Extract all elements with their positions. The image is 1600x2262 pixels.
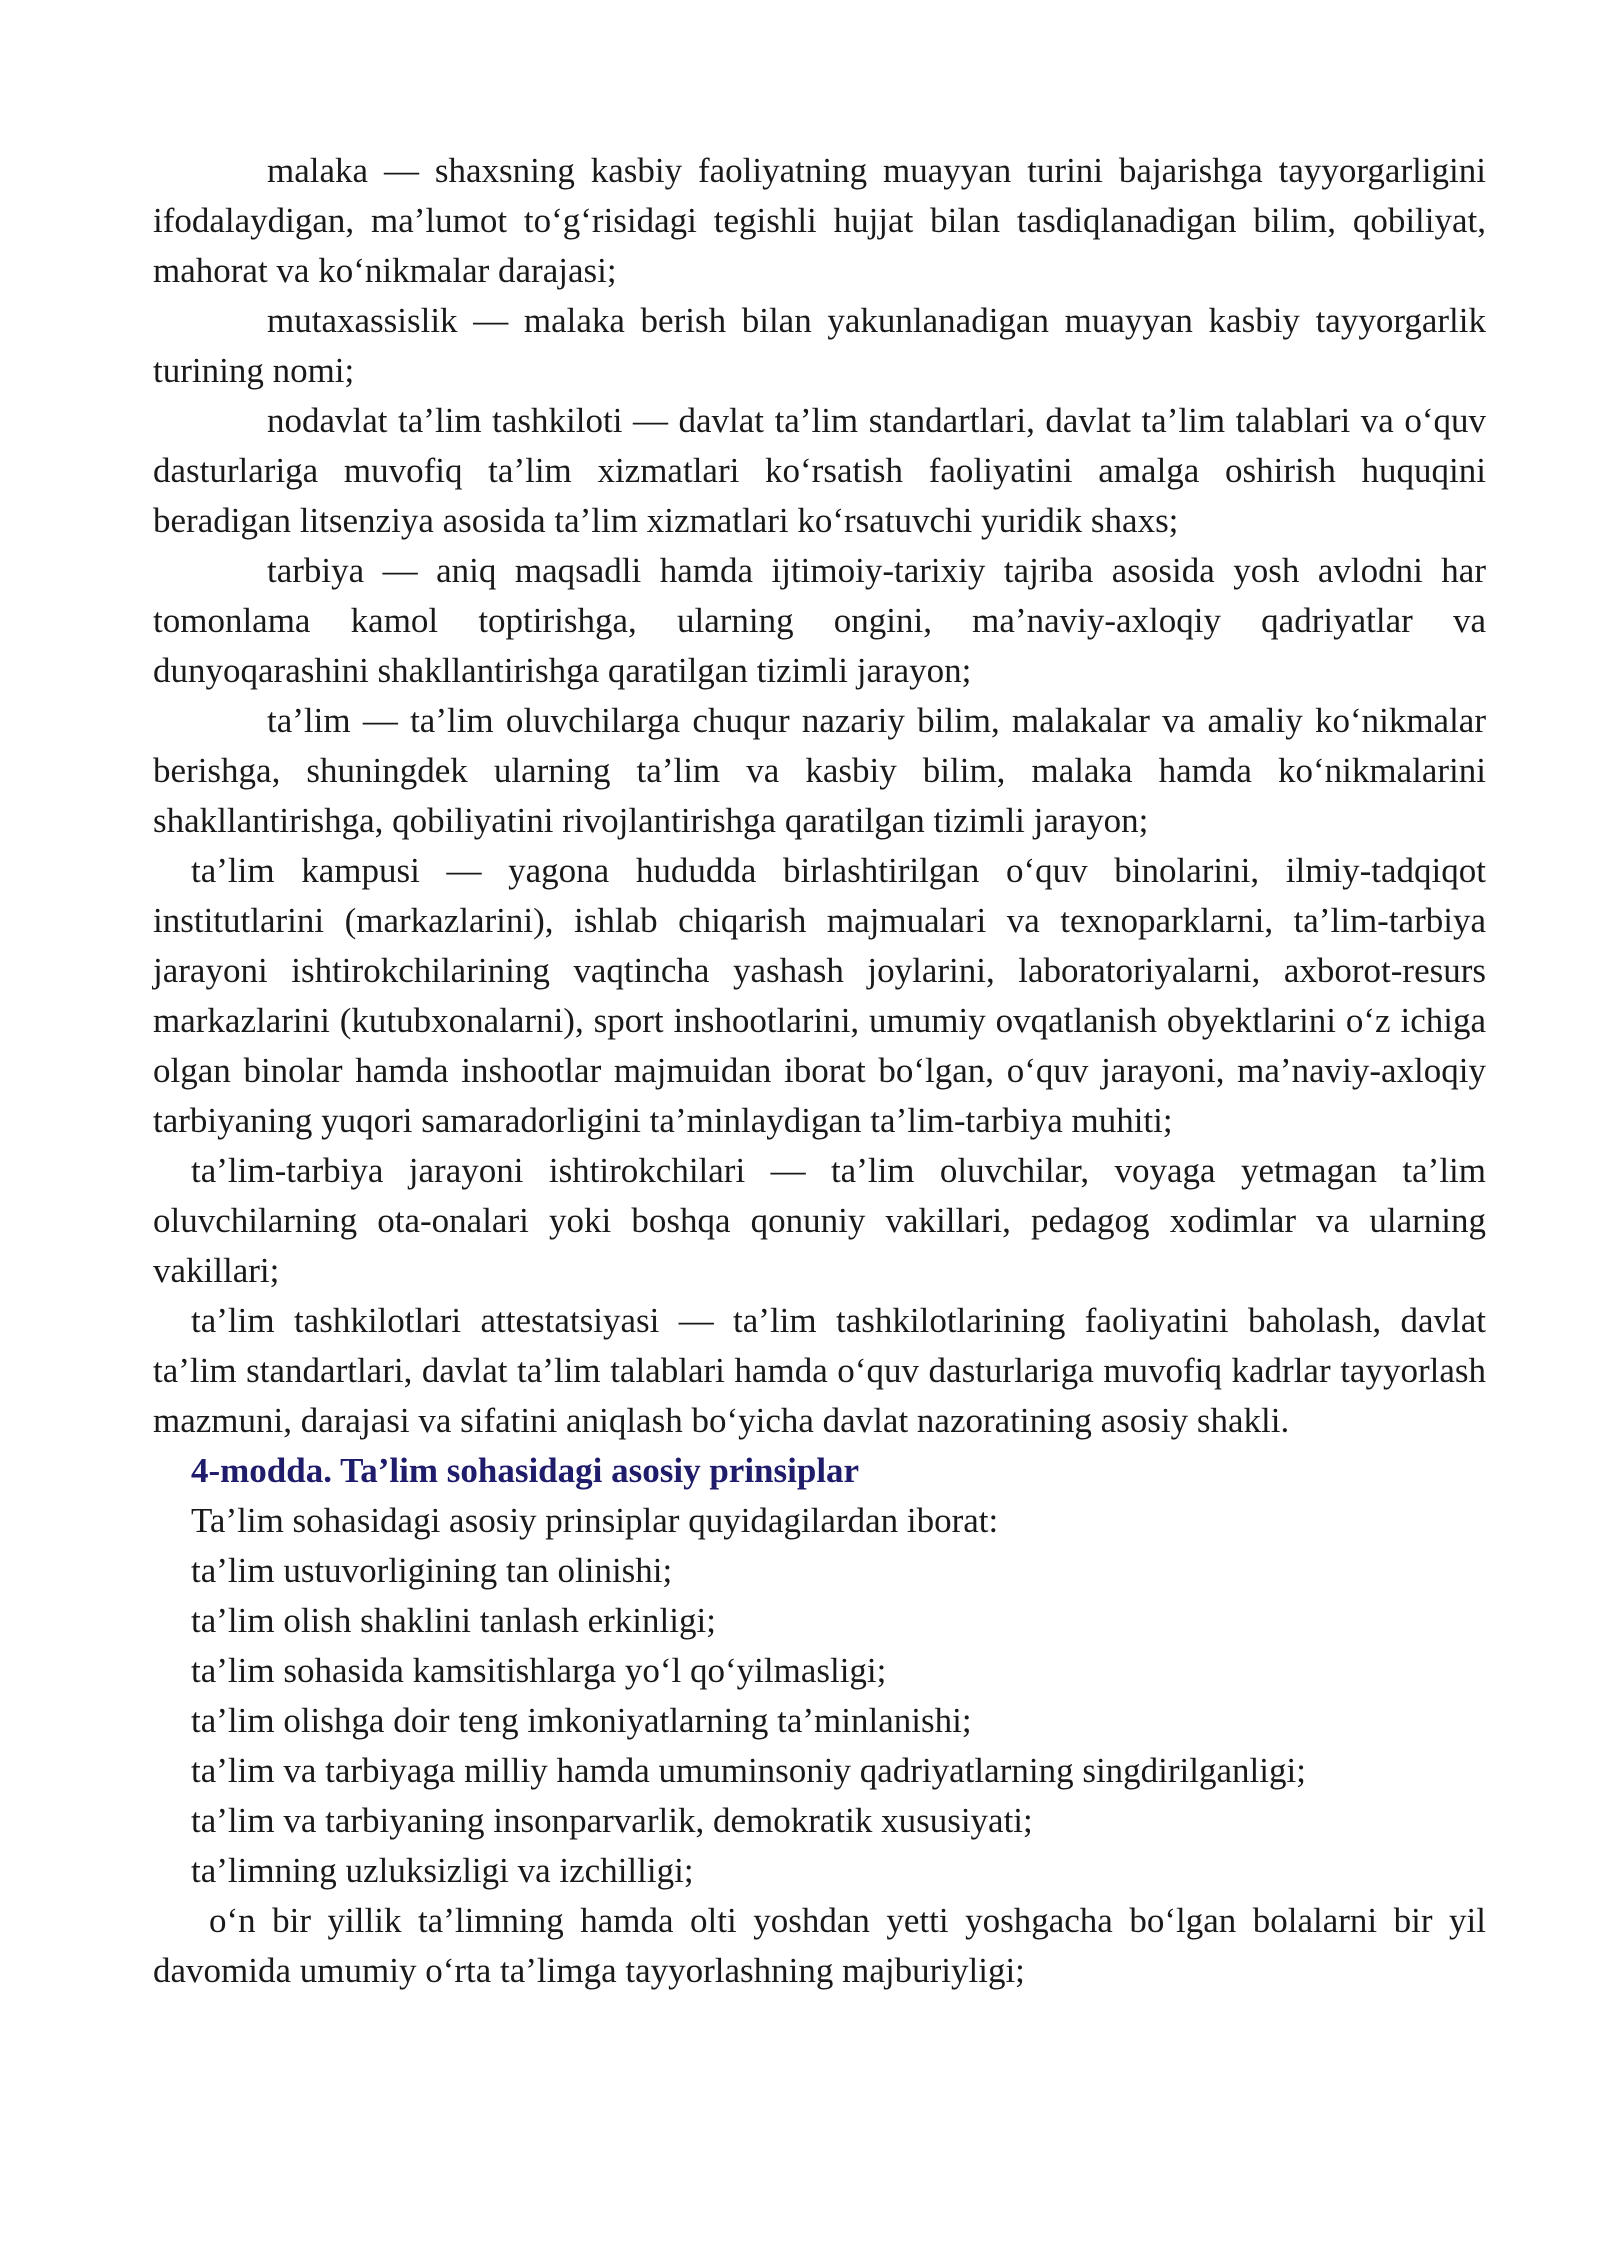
principle-item: ta’lim va tarbiyaga milliy hamda umuminsoniy qadriyatlarning singdirilganligi;	[191, 1751, 1306, 1790]
principle-item: ta’limning uzluksizligi va izchilligi;	[191, 1851, 694, 1890]
principle-item: ta’lim ustuvorligining tan olinishi;	[191, 1551, 673, 1590]
definition-paragraph: ta’lim — ta’lim oluvchilarga chuqur nazariy bilim, malakalar va amaliy ko‘nikmalar berishga, shuningdek ularning ta’lim va kasbiy bilim, malaka hamda ko‘nikmalarini shakllantirishga, qobiliyatini rivojlantirishga qaratilgan tizimli jarayon;	[153, 701, 1486, 840]
definition-paragraph: ta’lim tashkilotlari attestatsiyasi — ta’lim tashkilotlarining faoliyatini baholash, davlat ta’lim standartlari, davlat ta’lim talablari hamda o‘quv dasturlariga muvofiq kadrlar tayyorlash mazmuni, darajasi va sifatini aniqlash bo‘yicha davlat nazoratining asosiy shakli.	[153, 1301, 1486, 1440]
definition-paragraph: malaka — shaxsning kasbiy faoliyatning muayyan turini bajarishga tayyorgarligini ifodalaydigan, ma’lumot to‘g‘risidagi tegishli hujjat bilan tasdiqlanadigan bilim, qobiliyat, mahorat va ko‘nikmalar darajasi;	[153, 151, 1486, 290]
definition-paragraph: ta’lim-tarbiya jarayoni ishtirokchilari — ta’lim oluvchilar, voyaga yetmagan ta’lim oluvchilarning ota-onalari yoki boshqa qonuniy vakillari, pedagog xodimlar va ularning vakillari;	[153, 1151, 1486, 1290]
principle-item: ta’lim olishga doir teng imkoniyatlarning ta’minlanishi;	[191, 1701, 972, 1740]
document-page	[153, 146, 1486, 1996]
definition-paragraph: ta’lim kampusi — yagona hududda birlashtirilgan o‘quv binolarini, ilmiy-tadqiqot institutlarini (markazlarini), ishlab chiqarish majmualari va texnoparklarni, ta’lim-tarbiya jarayoni ishtirokchilarining vaqtincha yashash joylarini, laboratoriyalarni, axborot-resurs markazlarini (kutubxonalarni), sport inshootlarini, umumiy ovqatlanish obyektlarini o‘z ichiga olgan binolar hamda inshootlar majmuidan iborat bo‘lgan, o‘quv jarayoni, ma’naviy-axloqiy tarbiyaning yuqori samaradorligini ta’minlaydigan ta’lim-tarbiya muhiti;	[153, 851, 1486, 1140]
definition-paragraph: mutaxassislik — malaka berish bilan yakunlanadigan muayyan kasbiy tayyorgarlik turining nomi;	[153, 301, 1486, 390]
definition-paragraph: nodavlat ta’lim tashkiloti — davlat ta’lim standartlari, davlat ta’lim talablari va o‘quv dasturlariga muvofiq ta’lim xizmatlari ko‘rsatish faoliyatini amalga oshirish huquqini beradigan litsenziya asosida ta’lim xizmatlari ko‘rsatuvchi yuridik shaxs;	[153, 401, 1486, 540]
principle-item: ta’lim sohasida kamsitishlarga yo‘l qo‘yilmasligi;	[191, 1651, 887, 1690]
principle-item: ta’lim olish shaklini tanlash erkinligi;	[191, 1601, 716, 1640]
principles-intro: Ta’lim sohasidagi asosiy prinsiplar quyidagilardan iborat:	[191, 1501, 999, 1540]
principle-item-last: o‘n bir yillik ta’limning hamda olti yoshdan yetti yoshgacha bo‘lgan bolalarni bir yil davomida umumiy o‘rta ta’limga tayyorlashning majburiyligi;	[153, 1901, 1486, 1990]
principle-item: ta’lim va tarbiyaning insonparvarlik, demokratik xususiyati;	[191, 1801, 1033, 1840]
definition-paragraph: tarbiya — aniq maqsadli hamda ijtimoiy-tarixiy tajriba asosida yosh avlodni har tomonlama kamol toptirishga, ularning ongini, ma’naviy-axloqiy qadriyatlar va dunyoqarashini shakllantirishga qaratilgan tizimli jarayon;	[153, 551, 1486, 690]
article-heading: 4-modda. Ta’lim sohasidagi asosiy prinsiplar	[191, 1451, 860, 1490]
